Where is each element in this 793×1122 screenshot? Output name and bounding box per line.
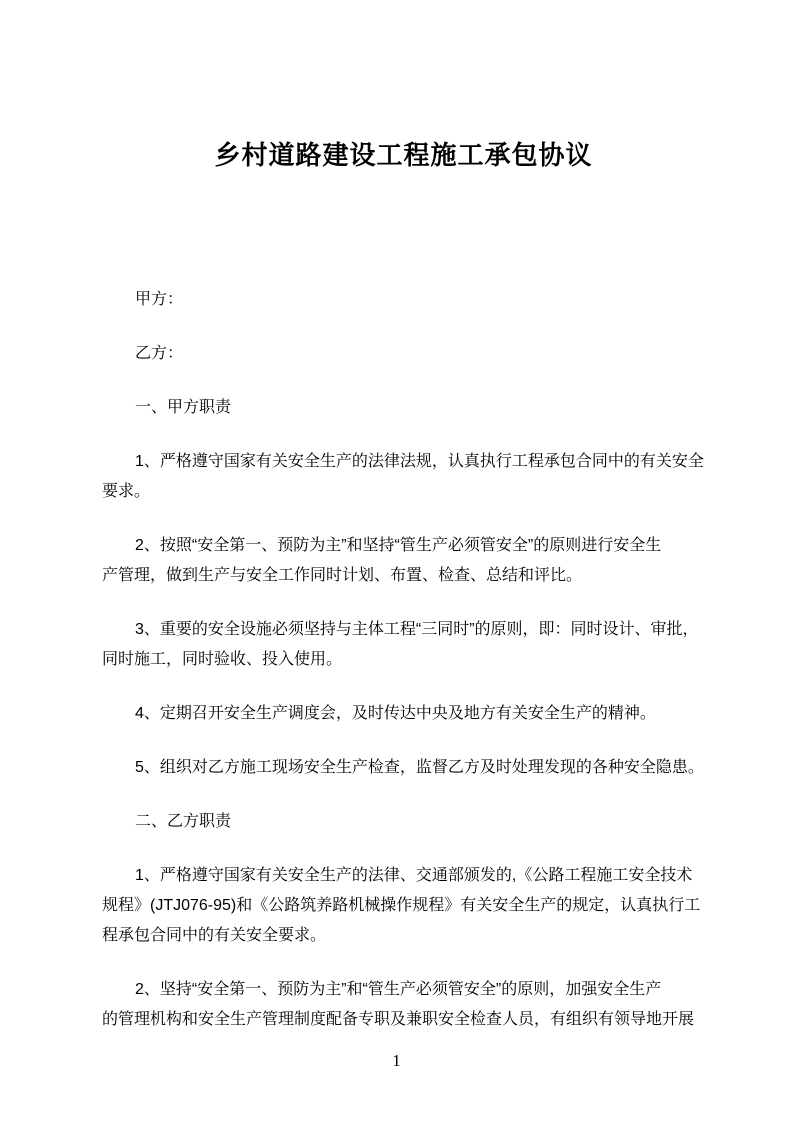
text-line: 甲方： <box>135 291 184 308</box>
text-line: 2、坚持“安全第一、预防为主”和“管生产必须管安全”的原则，加强安全生产 <box>135 981 662 998</box>
section-1-heading <box>102 393 705 423</box>
document-content <box>102 0 705 1059</box>
party-a-label <box>102 285 705 315</box>
section-1-item-1 <box>102 447 705 507</box>
text-line: 产管理，做到生产与安全工作同时计划、布置、检查、总结和评比。 <box>102 567 583 584</box>
text-line: 2、按照“安全第一、预防为主”和坚持“管生产必须管安全”的原则进行安全生 <box>135 537 662 554</box>
text-line: 3、重要的安全设施必须坚持与主体工程“三同时”的原则，即：同时设计、审批， <box>135 621 699 638</box>
text-line: 5、组织对乙方施工现场安全生产检查，监督乙方及时处理发现的各种安全隐患。 <box>135 759 704 776</box>
text-line: 二、乙方职责 <box>135 813 232 830</box>
text-line: 1、严格遵守国家有关安全生产的法律、交通部颁发的,《公路工程施工安全技术 <box>135 867 693 884</box>
text-line: 乙方： <box>135 345 184 362</box>
party-b-label <box>102 339 705 369</box>
section-2-item-1 <box>102 861 705 951</box>
page-footer <box>0 1050 793 1072</box>
text-line: 4、定期召开安全生产调度会，及时传达中央及地方有关安全生产的精神。 <box>135 705 656 722</box>
text-line: 1、严格遵守国家有关安全生产的法律法规，认真执行工程承包合同中的有关安全 <box>135 453 704 470</box>
section-1-item-3 <box>102 615 705 675</box>
page-number: 1 <box>392 1051 401 1070</box>
section-2-item-2 <box>102 975 705 1035</box>
section-2-heading <box>102 807 705 837</box>
section-1-item-5 <box>102 753 705 783</box>
text-line: 一、甲方职责 <box>135 399 232 416</box>
text-line: 程承包合同中的有关安全要求。 <box>102 927 327 944</box>
text-line: 要求。 <box>102 483 151 500</box>
document-title: 乡村道路建设工程施工承包协议 <box>214 140 593 170</box>
text-line: 同时施工，同时验收、投入使用。 <box>102 651 343 668</box>
text-line: 的管理机构和安全生产管理制度配备专职及兼职安全检查人员，有组织有领导地开展 <box>102 1011 695 1028</box>
section-1-item-2 <box>102 531 705 591</box>
text-line: 规程》(JTJ076-95)和《公路筑养路机械操作规程》有关安全生产的规定，认真执行工 <box>102 897 701 914</box>
document-body <box>102 285 705 1035</box>
section-1-item-4 <box>102 699 705 729</box>
